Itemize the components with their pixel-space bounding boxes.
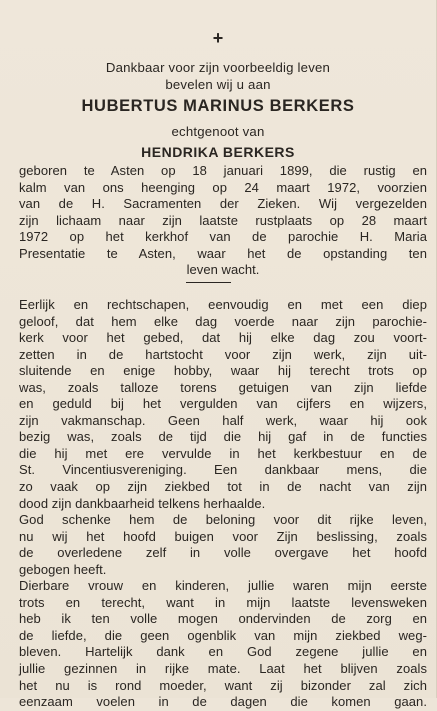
text-line: 1972 op het kerkhof van de parochie H. Maria <box>19 229 427 245</box>
text-line: Presentatie te Asten, waar het de opstanding ten <box>19 245 427 261</box>
text-line: dood zijn dankbaarheid telkens herhaalde. <box>19 495 266 511</box>
text-line: Dierbare vrouw en kinderen, jullie waren mijn eerste <box>19 578 427 594</box>
text-line: de liefde, die geen ogenblik van mijn ziekbed weg- <box>19 627 427 643</box>
text-line: jullie gezinnen in rijke mate. Laat het blijven zoals <box>19 661 427 677</box>
tribute-paragraph <box>19 297 427 711</box>
text-line: kerk voor het gebed, dat hij elke dag zou voort- <box>19 330 427 346</box>
text-line: gebogen heeft. <box>19 561 107 577</box>
text-line: St. Vincentiusvereniging. Een dankbaar mens, die <box>19 462 427 478</box>
text-line: was, zoals talloze torens getuigen van zijn liefde <box>19 379 427 395</box>
text-line: God schenke hem de beloning voor dit rijke leven, <box>19 512 427 528</box>
text-line: geboren te Asten op 18 januari 1899, die rustig en <box>19 163 427 178</box>
divider <box>186 282 231 283</box>
text-line: kalm van ons heenging op 24 maart 1972, voorzien <box>19 179 427 195</box>
text-line: zijn vakmanschap. Geen half werk, waar hij ook <box>19 412 427 428</box>
intro-line: bevelen wij u aan <box>165 76 271 92</box>
text-line: nu wij het hoofd buigen voor Zijn beslissing, zoals <box>19 528 427 544</box>
intro-text <box>0 60 436 93</box>
text-line: sluitende en enige hobby, waar hij terecht trots op <box>19 363 427 379</box>
text-line: Eerlijk en rechtschapen, eenvoudig en met een diep <box>19 297 427 312</box>
biography-paragraph <box>19 163 427 279</box>
text-line: heb ik ten volle mogen ondervinden de zorg en <box>19 611 427 627</box>
text-line: zetten in de hartstocht voor zijn werk, zijn uit- <box>19 346 427 362</box>
text-line: en geduld bij het vergulden van cijfers en wijzers, <box>19 396 427 412</box>
text-line: zijn lichaam naar zijn laatste rustplaats op 28 maart <box>19 212 427 228</box>
text-line: bezig was, zoals de tijd die hij gaf in de functies <box>19 429 427 445</box>
text-line: geloof, dat hem elke dag voerde naar zijn parochie- <box>19 313 427 329</box>
text-line: de overledene zelf in volle overgave het hoofd <box>19 545 427 561</box>
text-line: van de H. Sacramenten der Zieken. Wij vergezelden <box>19 196 427 212</box>
text-line: trots en terecht, want in mijn laatste levensweken <box>19 594 427 610</box>
spouse-name: HENDRIKA BERKERS <box>141 144 295 160</box>
cross-icon: + <box>212 28 224 48</box>
spouse-intro: echtgenoot van <box>171 124 265 139</box>
intro-line: Dankbaar voor zijn voorbeeldig leven <box>105 60 331 75</box>
text-line: eenzaam voelen in de dagen die komen gaan. <box>19 694 427 710</box>
text-line: die hij met ere vervulde in het kerkbestuur en de <box>19 445 427 461</box>
text-line: leven wacht. <box>186 262 260 278</box>
text-line: bleven. Hartelijk dank en God zegene jullie en <box>19 644 427 660</box>
text-line: zo vaak op zijn ziekbed tot in de nacht van zijn <box>19 479 427 495</box>
text-line: het nu is rond moeder, want zij bizonder zal zich <box>19 677 427 693</box>
deceased-name: HUBERTUS MARINUS BERKERS <box>81 97 355 115</box>
